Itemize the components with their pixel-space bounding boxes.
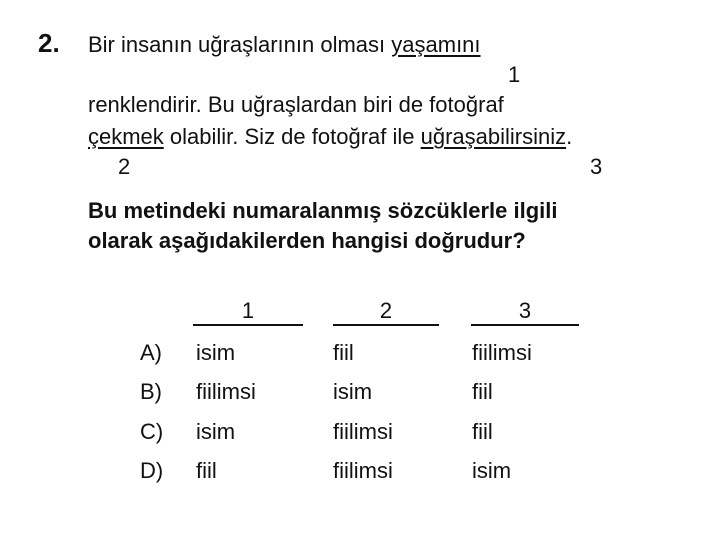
question-line-3 bbox=[88, 124, 572, 150]
marker-3: 3 bbox=[590, 154, 603, 179]
option-b-col2: isim bbox=[333, 379, 373, 404]
prompt-line-2: olarak aşağıdakilerden hangisi doğrudur? bbox=[88, 228, 526, 253]
numbered-word-2: çekmek bbox=[88, 124, 164, 149]
option-a-col3: fiilimsi bbox=[472, 340, 532, 365]
numbered-word-1: yaşamını bbox=[391, 32, 481, 57]
column-header-3: 3 bbox=[471, 298, 579, 326]
option-b-col3: fiil bbox=[472, 379, 493, 404]
column-header-1: 1 bbox=[193, 298, 303, 326]
question-line-2: renklendirir. Bu uğraşlardan biri de fotoğraf bbox=[88, 92, 504, 117]
question-line-1 bbox=[88, 32, 481, 58]
option-b-label[interactable]: B) bbox=[140, 379, 162, 404]
marker-2: 2 bbox=[118, 154, 131, 179]
line3-end: . bbox=[566, 124, 573, 149]
question-number: 2. bbox=[38, 28, 60, 58]
option-d-col2: fiilimsi bbox=[333, 458, 393, 483]
option-a-col1: isim bbox=[196, 340, 236, 365]
option-d-label[interactable]: D) bbox=[140, 458, 164, 483]
prompt-line-1: Bu metindeki numaralanmış sözcüklerle ilgili bbox=[88, 198, 558, 223]
option-c-col2: fiilimsi bbox=[333, 419, 393, 444]
option-c-label[interactable]: C) bbox=[140, 419, 164, 444]
option-c-col3: fiil bbox=[472, 419, 493, 444]
option-a-col2: fiil bbox=[333, 340, 354, 365]
option-d-col3: isim bbox=[472, 458, 512, 483]
option-d-col1: fiil bbox=[196, 458, 217, 483]
column-header-2: 2 bbox=[333, 298, 439, 326]
numbered-word-3: uğraşabilirsiniz bbox=[420, 124, 567, 149]
marker-1: 1 bbox=[508, 62, 521, 87]
line3-text: olabilir. Siz de fotoğraf ile bbox=[163, 124, 421, 149]
option-a-label[interactable]: A) bbox=[140, 340, 162, 365]
line1-text: Bir insanın uğraşlarının olması bbox=[88, 32, 392, 57]
option-c-col1: isim bbox=[196, 419, 236, 444]
option-b-col1: fiilimsi bbox=[196, 379, 256, 404]
